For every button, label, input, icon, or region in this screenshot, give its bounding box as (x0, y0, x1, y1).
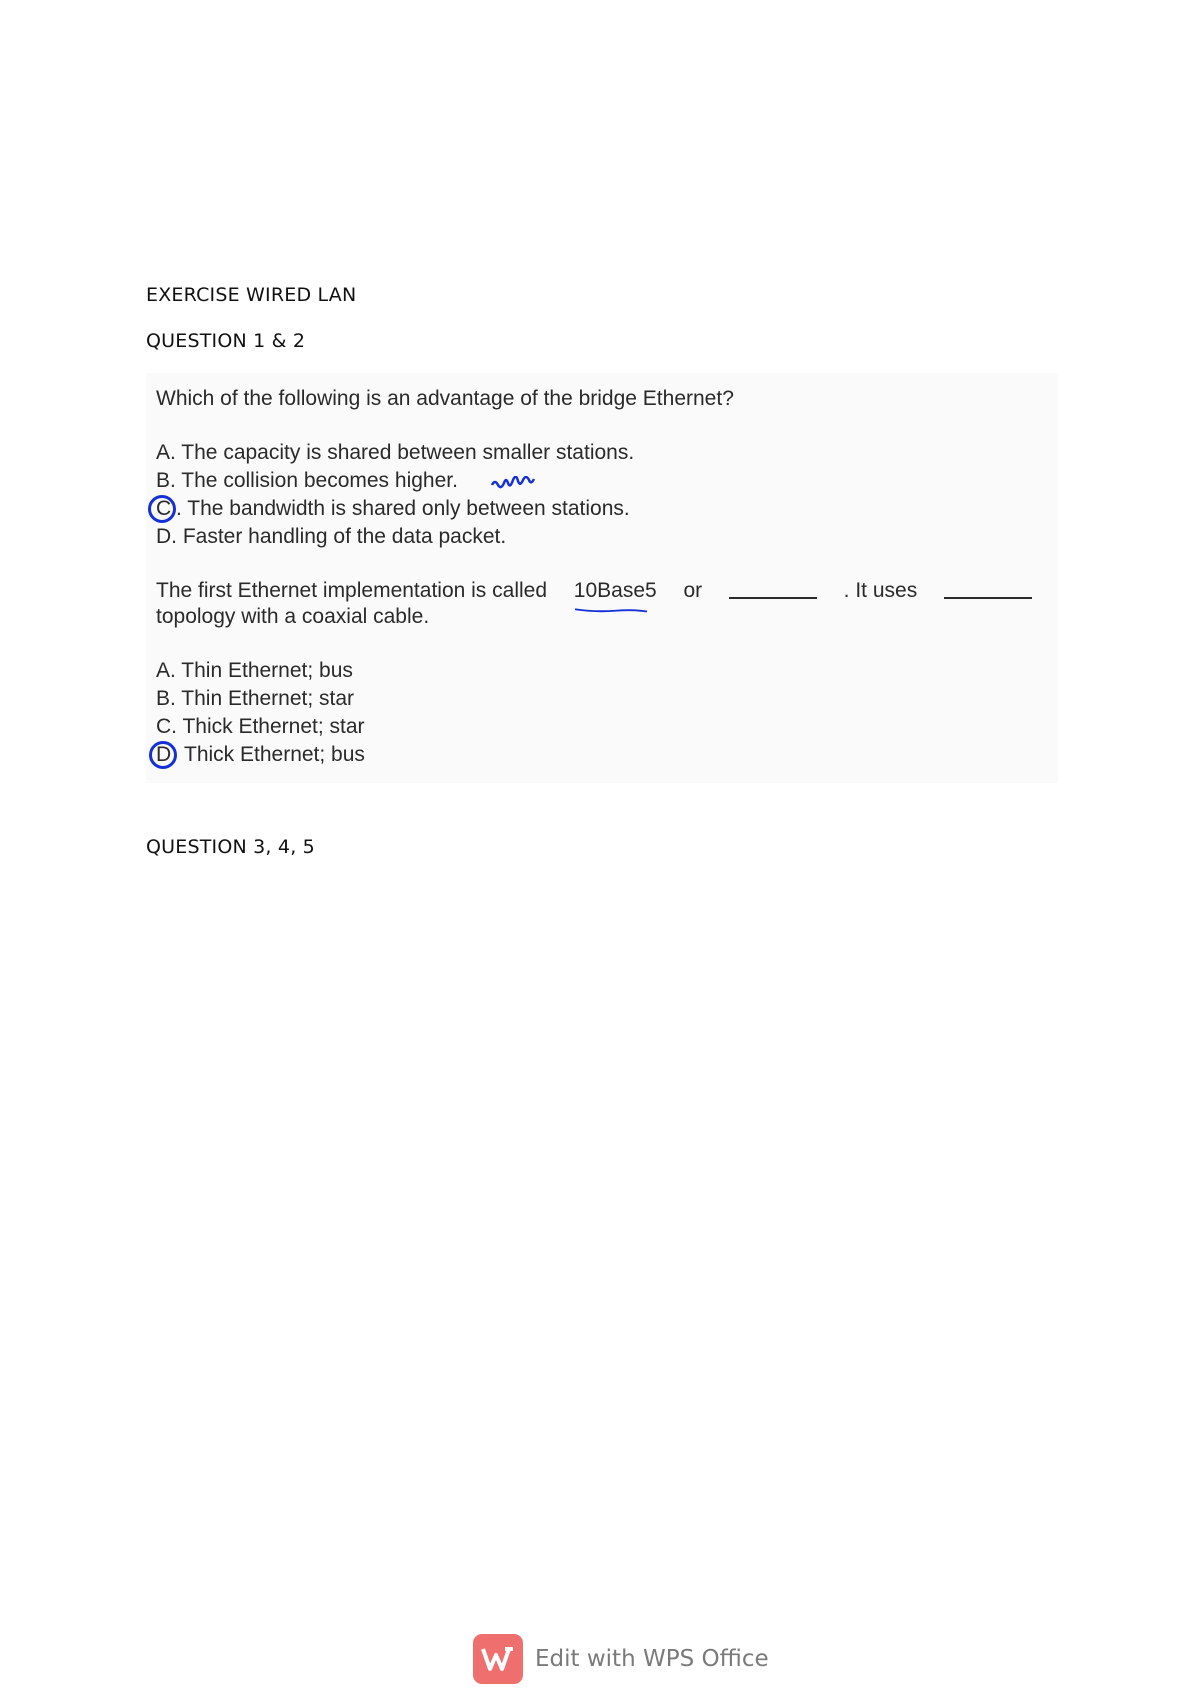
section-heading-q3-5: QUESTION 3, 4, 5 (146, 836, 315, 858)
wps-edit-badge[interactable] (473, 1634, 769, 1684)
underlined-term: 10Base5 (574, 579, 657, 603)
blank-1 (729, 579, 817, 599)
scanned-question-image (146, 373, 1058, 783)
question-2-option-d: Thick Ethernet; bus (184, 743, 365, 766)
document-title: EXERCISE WIRED LAN (146, 284, 357, 306)
question-2-stem-line-2: topology with a coaxial cable. (156, 605, 430, 628)
question-1-option-a: A. The capacity is shared between smaller stations. (156, 441, 635, 464)
question-2-option-c: C. Thick Ethernet; star (156, 715, 365, 738)
section-heading-q1-2: QUESTION 1 & 2 (146, 330, 306, 352)
question-2-stem: The first Ethernet implementation is called 10Base5 or . It uses (156, 579, 1032, 603)
question-1-stem: Which of the following is an advantage of the bridge Ethernet? (156, 387, 734, 410)
question-1-option-d: D. Faster handling of the data packet. (156, 525, 507, 548)
question-1-option-c-letter: C (156, 497, 172, 520)
wps-logo-icon (473, 1634, 523, 1684)
question-2-option-d-letter: D (156, 743, 172, 766)
question-2-option-a: A. Thin Ethernet; bus (156, 659, 353, 682)
question-2-option-b: B. Thin Ethernet; star (156, 687, 355, 710)
ink-underline-icon (574, 607, 648, 613)
question-1-option-c: . The bandwidth is shared only between stations. (176, 497, 630, 520)
wps-edit-label[interactable]: Edit with WPS Office (535, 1646, 769, 1672)
handwritten-scribble-icon (490, 476, 538, 490)
blank-2 (944, 579, 1032, 599)
question-1-option-b: B. The collision becomes higher. (156, 469, 458, 492)
